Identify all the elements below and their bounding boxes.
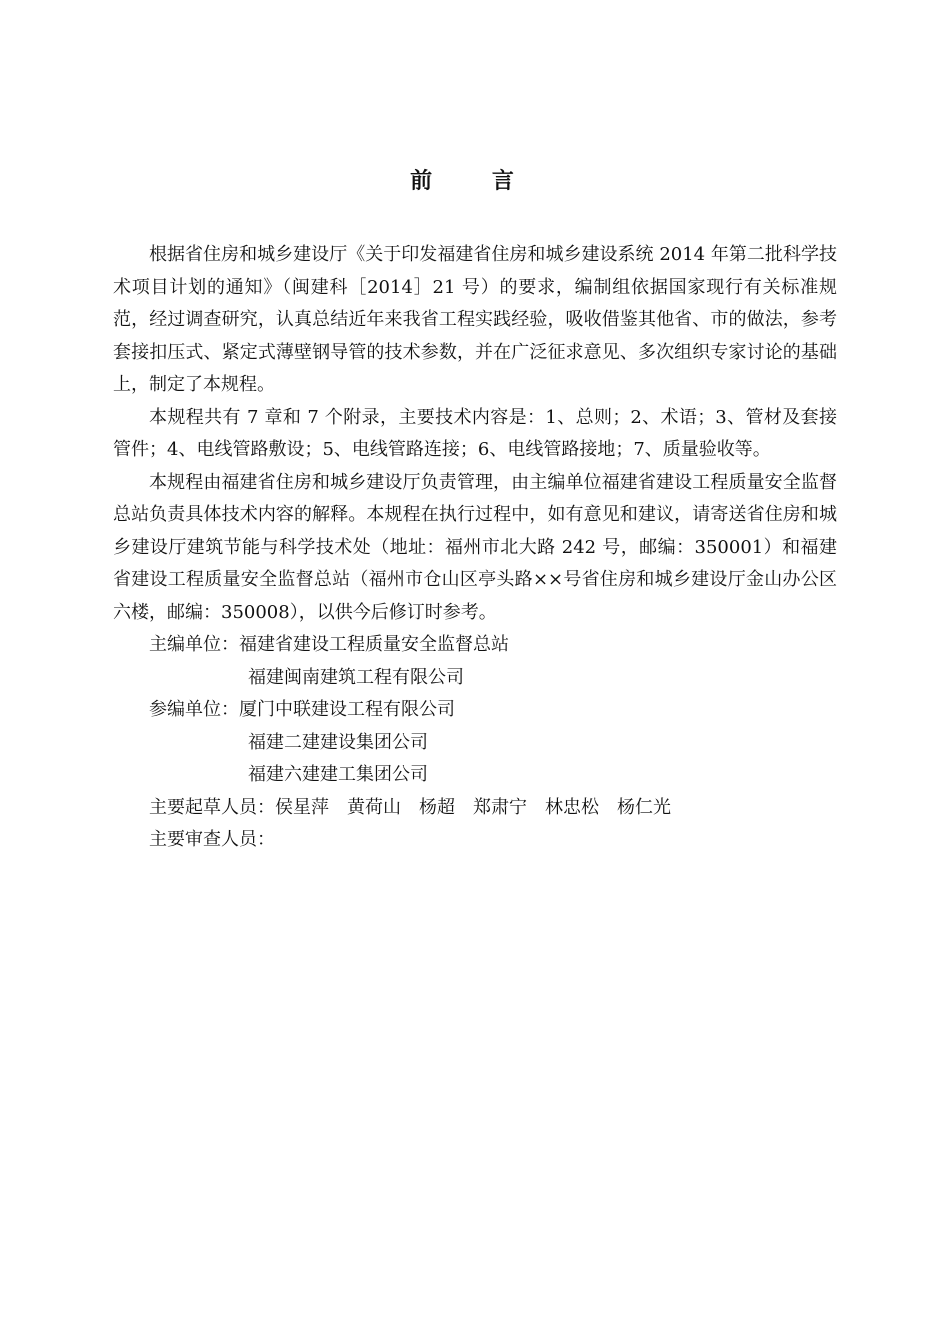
participating-units-label: 参编单位： — [149, 699, 239, 720]
chief-units-label: 主编单位： — [149, 634, 239, 655]
reviewers-label: 主要审查人员： — [149, 829, 275, 850]
chief-unit-2: 福建闽南建筑工程有限公司 — [248, 666, 464, 688]
drafter-name: 杨仁光 — [617, 796, 671, 818]
paragraph-management: 本规程由福建省住房和城乡建设厅负责管理，由主编单位福建省建设工程质量安全监督总站负责具体技术内容的解释。本规程在执行过程中，如有意见和建议，请寄送省住房和城乡建设厅建筑节能与科学技术处（地址：福州市北大路 242 号，邮编：350001）和福建省建设工程质量安全监督总站（福州市仓山区亭头路××号省住房和城乡建设厅金山办公区六楼，邮编：350008），以供今后修订时参考。 — [113, 471, 837, 623]
drafters-label: 主要起草人员： — [149, 796, 275, 818]
chief-units-line — [113, 629, 837, 662]
participating-unit-3: 福建六建建工集团公司 — [248, 764, 428, 785]
drafters-line — [113, 792, 837, 825]
paragraph-contents: 本规程共有 7 章和 7 个附录，主要技术内容是：1、总则；2、术语；3、管材及套接管件；4、电线管路敷设；5、电线管路连接；6、电线管路接地；7、质量验收等。 — [113, 406, 837, 460]
page-title: 前 言 — [410, 168, 540, 194]
preface-body — [113, 239, 837, 857]
participating-unit-1: 厦门中联建设工程有限公司 — [239, 699, 455, 720]
drafter-name: 林忠松 — [545, 796, 599, 818]
drafter-name: 黄荷山 — [347, 796, 401, 818]
drafter-name: 杨超 — [419, 796, 455, 818]
participating-unit-2: 福建二建建设集团公司 — [248, 731, 428, 753]
reviewers-line — [113, 824, 837, 857]
paragraph-background: 根据省住房和城乡建设厅《关于印发福建省住房和城乡建设系统 2014 年第二批科学技术项目计划的通知》（闽建科［2014］21 号）的要求，编制组依据国家现行有关标准规范，经过调查研究，认真总结近年来我省工程实践经验，吸收借鉴其他省、市的做法，参考套接扣压式、紧定式薄壁钢导管的技术参数，并在广泛征求意见、多次组织专家讨论的基础上，制定了本规程。 — [113, 244, 837, 395]
participating-units-line — [113, 694, 837, 727]
chief-unit-1: 福建省建设工程质量安全监督总站 — [239, 634, 509, 655]
drafter-name: 郑肃宁 — [473, 796, 527, 818]
drafter-name: 侯星萍 — [275, 796, 329, 818]
